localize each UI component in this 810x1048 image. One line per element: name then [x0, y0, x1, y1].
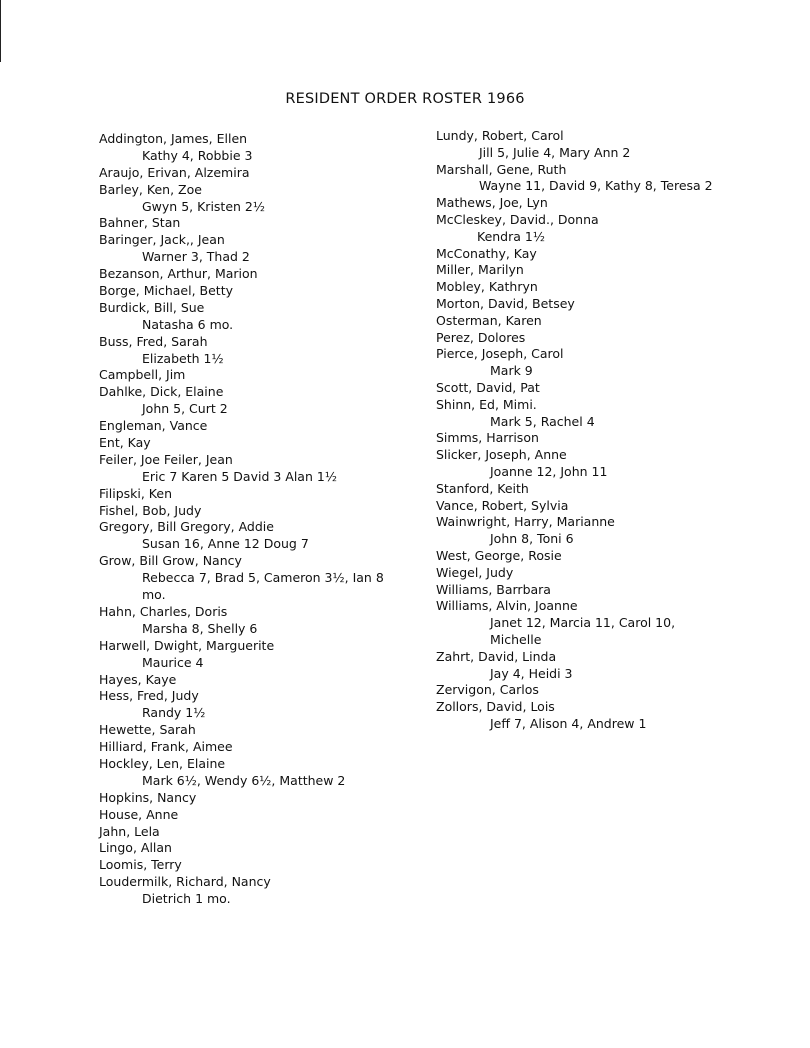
roster-children-line: mo. [142, 587, 166, 603]
roster-family-line: Hilliard, Frank, Aimee [99, 739, 233, 755]
roster-family-line: Hess, Fred, Judy [99, 688, 199, 704]
roster-children-line: Susan 16, Anne 12 Doug 7 [142, 536, 309, 552]
roster-children-line: Janet 12, Marcia 11, Carol 10, [490, 615, 676, 631]
roster-family-line: Shinn, Ed, Mimi. [436, 396, 537, 412]
roster-children-line: Gwyn 5, Kristen 2½ [142, 198, 265, 214]
roster-family-line: Burdick, Bill, Sue [99, 299, 205, 315]
roster-family-line: Lingo, Allan [99, 840, 172, 856]
roster-family-line: Engleman, Vance [99, 418, 208, 434]
roster-children-line: Jill 5, Julie 4, Mary Ann 2 [479, 144, 631, 160]
roster-children-line: Rebecca 7, Brad 5, Cameron 3½, Ian 8 [142, 570, 384, 586]
roster-children-line: Elizabeth 1½ [142, 350, 224, 366]
roster-family-line: Stanford, Keith [436, 480, 529, 496]
page-edge-rule [0, 0, 1, 62]
roster-family-line: Jahn, Lela [99, 823, 160, 839]
roster-children-line: Joanne 12, John 11 [490, 463, 608, 479]
roster-family-line: West, George, Rosie [436, 547, 562, 563]
roster-children-line: Randy 1½ [142, 705, 206, 721]
roster-family-line: Dahlke, Dick, Elaine [99, 384, 224, 400]
roster-family-line: Wainwright, Harry, Marianne [436, 514, 615, 530]
roster-children-line: Mark 5, Rachel 4 [490, 413, 595, 429]
roster-family-line: McCleskey, David., Donna [436, 211, 599, 227]
roster-family-line: House, Anne [99, 806, 179, 822]
roster-family-line: Hahn, Charles, Doris [99, 603, 228, 619]
roster-family-line: McConathy, Kay [436, 245, 537, 261]
roster-family-line: Buss, Fred, Sarah [99, 333, 208, 349]
roster-family-line: Bezanson, Arthur, Marion [99, 266, 258, 282]
roster-family-line: Araujo, Erivan, Alzemira [99, 164, 250, 180]
roster-children-line: Marsha 8, Shelly 6 [142, 620, 258, 636]
roster-family-line: Simms, Harrison [436, 430, 539, 446]
roster-family-line: Zollors, David, Lois [436, 699, 555, 715]
roster-family-line: Grow, Bill Grow, Nancy [99, 553, 242, 569]
roster-family-line: Lundy, Robert, Carol [436, 128, 564, 143]
roster-family-line: Hockley, Len, Elaine [99, 755, 226, 771]
roster-children-line: Jay 4, Heidi 3 [490, 665, 573, 681]
roster-family-line: Hayes, Kaye [99, 671, 177, 687]
roster-family-line: Loudermilk, Richard, Nancy [99, 874, 271, 890]
roster-family-line: Fishel, Bob, Judy [99, 502, 202, 518]
roster-children-line: Jeff 7, Alison 4, Andrew 1 [490, 715, 647, 731]
roster-children-line: Mark 9 [490, 363, 533, 379]
roster-children-line: Eric 7 Karen 5 David 3 Alan 1½ [142, 468, 337, 484]
roster-family-line: Osterman, Karen [436, 312, 542, 328]
roster-family-line: Vance, Robert, Sylvia [436, 497, 569, 513]
roster-family-line: Mathews, Joe, Lyn [436, 195, 548, 211]
roster-column-right [436, 128, 713, 733]
roster-family-line: Harwell, Dwight, Marguerite [99, 637, 275, 653]
roster-children-line: Maurice 4 [142, 654, 204, 670]
roster-children-line: Kathy 4, Robbie 3 [142, 147, 253, 163]
roster-family-line: Gregory, Bill Gregory, Addie [99, 519, 274, 535]
roster-family-line: Campbell, Jim [99, 367, 186, 383]
roster-children-line: Natasha 6 mo. [142, 316, 234, 332]
roster-family-line: Pierce, Joseph, Carol [436, 346, 564, 362]
roster-children-line: John 8, Toni 6 [490, 531, 574, 547]
roster-children-line: Kendra 1½ [477, 228, 545, 244]
roster-family-line: Baringer, Jack,, Jean [99, 232, 225, 248]
roster-children-line: Wayne 11, David 9, Kathy 8, Teresa 2 [479, 178, 713, 194]
roster-family-line: Barley, Ken, Zoe [99, 181, 202, 197]
roster-family-line: Morton, David, Betsey [436, 295, 575, 311]
roster-family-line: Bahner, Stan [99, 215, 181, 231]
roster-family-line: Addington, James, Ellen [99, 131, 248, 146]
roster-family-line: Miller, Marilyn [436, 262, 524, 278]
roster-family-line: Marshall, Gene, Ruth [436, 161, 567, 177]
roster-family-line: Slicker, Joseph, Anne [436, 447, 567, 463]
roster-family-line: Filipski, Ken [99, 485, 172, 501]
roster-family-line: Zervigon, Carlos [436, 682, 539, 698]
roster-family-line: Feiler, Joe Feiler, Jean [99, 451, 233, 467]
roster-family-line: Ent, Kay [99, 435, 151, 451]
roster-family-line: Williams, Alvin, Joanne [436, 598, 578, 614]
page-title: RESIDENT ORDER ROSTER 1966 [285, 91, 525, 107]
roster-children-line: Warner 3, Thad 2 [142, 249, 250, 265]
roster-children-line: Mark 6½, Wendy 6½, Matthew 2 [142, 772, 346, 788]
roster-family-line: Scott, David, Pat [436, 379, 540, 395]
roster-children-line: Michelle [490, 631, 542, 647]
roster-family-line: Mobley, Kathryn [436, 279, 538, 295]
roster-family-line: Hopkins, Nancy [99, 789, 197, 805]
roster-family-line: Zahrt, David, Linda [436, 648, 557, 664]
roster-family-line: Borge, Michael, Betty [99, 283, 234, 299]
roster-family-line: Wiegel, Judy [436, 564, 514, 580]
roster-children-line: John 5, Curt 2 [142, 401, 228, 417]
roster-family-line: Williams, Barrbara [436, 581, 551, 597]
roster-family-line: Hewette, Sarah [99, 722, 196, 738]
roster-children-line: Dietrich 1 mo. [142, 891, 231, 907]
roster-column-left [99, 131, 384, 908]
roster-family-line: Perez, Dolores [436, 329, 526, 345]
roster-family-line: Loomis, Terry [99, 857, 182, 873]
